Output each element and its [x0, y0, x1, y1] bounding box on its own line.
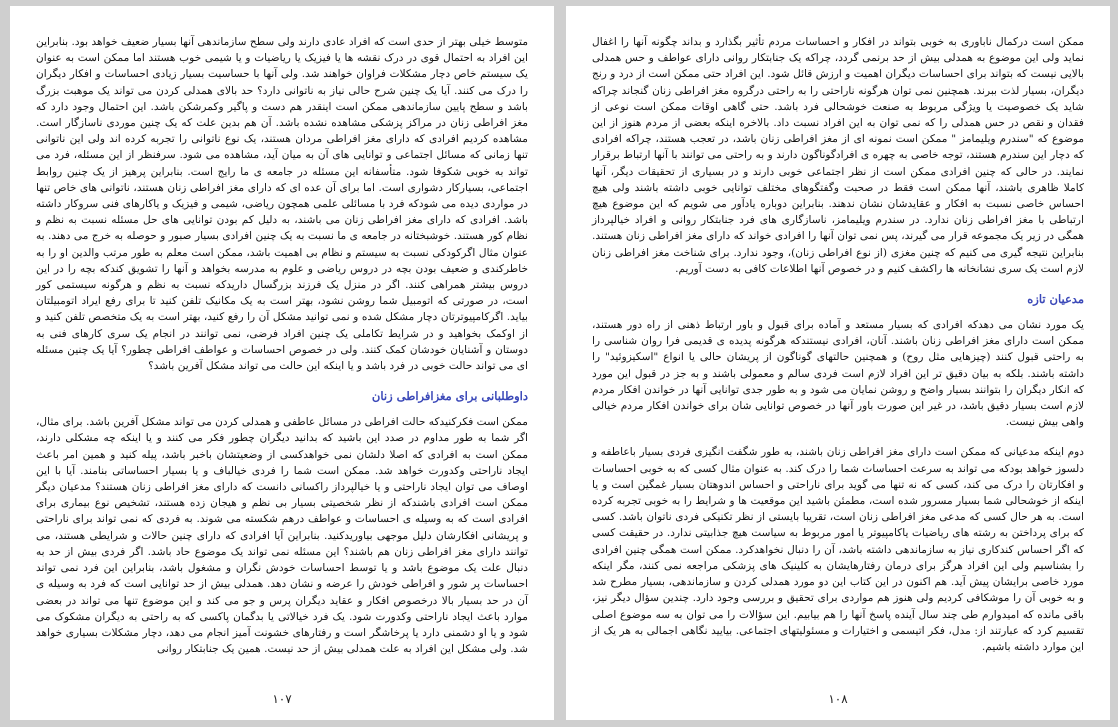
left-section-heading: داوطلبانی برای مغزافراطی زنان — [371, 389, 528, 404]
left-page — [10, 6, 554, 720]
right-paragraph-1: ممکن است درکمال ناباوری به خوبی بتواند در افکار و احساسات مردم تأثیر بگذارد و بداند چگونه آنها را اغفال نماید ولی این موضوع به همدلی بیش از حد برنمی گردد، چراکه یک جنابتکار روانی دارای عواطف و حس همدلی بالایی نیست که بتواند برای احساسات دیگران اهمیت و ارزش قائل شود. این افراد حتی ممکن است از درد و رنج دیگران، بسیار لذت ببرند. همچنین نمی توان هرگونه ناراحتی را به راحتی درگروه مغز افراطی زنان گنجاند چراکه شاید یک خصوصیت یا ویژگی مربوط به صنعت خوشحالی فرد باشد. حتی گاهی اوقات ممکن است نوعی از فقدان و نقص در حس همدلی را که نمی توان به این افراد نسبت داد. بالاخره اینکه بعضی از مردم هنوز از این موضوع که "سندرم ویلیمامز " ممکن است نمونه ای از مغز افراطی زنان باشد، در تعجب هستند، چراکه افرادی که دچار این سندرم هستند، توجه خاصی به چهره ی افرادگوناگون دارند و به راحتی می توانند با آنها ارتباط برقرار نمایند. در حالی که چنین افرادی ممکن است از نظر اجتماعی خوبی دارند و در بسیاری از تحقیقات دیگر، آنها کاملا ظاهری باشند، آنها ممکن است فقط در صحبت وگفتگوهای مختلف توانایی خوبی داشته باشند ولی هیچ احساس خاصی نسبت به افکار و عقایدشان نشان ندهند. بنابراین دوباره یادآور می شویم که این موضوع هیچ ارتباطی با مغز افراطی زنان ندارد. در سندرم ویلیمامز، ناسازگاری های فرد جنابتکار روانی و افراد خیالپرداز همگی در زیر یک مجموعه قرار می گیرند، پس نمی توان آنها را افرادی خواند که دارای مغز افراطی زنان هستند. بنابراین نتیجه گیری می کنیم که چنین مغزی (از نوع افراطی زنان)، وجود ندارد. برای شناخت مغز افراطی زنان لازم است یک سری نشانخانه ها راکشف کنیم و در خصوص آنها اطلاعات کافی به دست آوریم. — [592, 36, 1084, 275]
right-page-number: ۱۰۸ — [828, 692, 848, 706]
paragraph-gap — [592, 430, 1084, 444]
right-section-heading: مدعیان تازه — [1027, 292, 1084, 307]
left-page-number: ۱۰۷ — [272, 692, 292, 706]
left-paragraph-1: متوسط خیلی بهتر از حدی است که افراد عادی دارند ولی سطح سازماندهی آنها بسیار ضعیف خواهد بود. بنابراین این افراد به احتمال قوی در درک نقشه ها یا فیزیک یا ریاضیات و یا شیمی خوب هستند اما ممکن است به عنوان یک سیستم خاص دچار مشکلات فراوان خواهند شد. ولی آنها با حساسیت بسیار زیادی احساسات و افکار دیگران را درک می کنند. آیا یک چنین شرح حالی نیاز به ناتوانی دارد؟ حد بالای همدلی کردن می تواند یک موهبت بزرگ باشد و سطح پایین سازماندهی ممکن است اینقدر هم دست و پاگیر وکمرشکن باشد. این احتمال وجود دارد که مغز افراطی زنان در مراکز پزشکی مشاهده نشده باشد. آن هم بدین علت که یک چنین موردی ناسازگار است. مشاهده کردیم افرادی که دارای مغز افراطی مردان هستند، یک نوع ناتوانی را تجربه کرده اند ولی این ناتوانی تنها زمانی که مسائل اجتماعی و توانایی های آن به میان آید، مشاهده می شود. سرفنظر از این مسئله، فرد می تواند به خوبی شکوفا شود. متأسفانه این مسئله در جامعه ی ما رایج است. بنابراین پرهیز از یک چنین روابط اجتماعی، بسیارکار دشواری است. اما برای آن عده ای که دارای مغز افراطی زنان هستند، ناتوانی های خاص تنها در مواردی دیده می شودکه فرد با مسائلی علمی همچون ریاضی، شیمی و فیزیک و یاکارهای فنی سروکار داشته باشد. افرادی که دارای مغز افراطی زنان می باشند، به دلیل کم بودن توانایی های حل مسئله نسبت به نظم و نظام کور هستند. خوشبختانه در جامعه ی ما نسبت به یک چنین افرادی بسیار صبور و حوصله به خرج می دهند. به عنوان مثال اگرکودکی نسبت به سیستم و نظام بی اهمیت باشد، ممکن است معلم به طور مرتب والدین او را به خاطرکندی و ضعیف بودن بچه در دروس ریاضی و علوم به مدرسه بخواهد و آنها را تشویق کندکه بچه را در این دروس بیشتر همراهی کنند. اگر در منزل یک فرزند بزرگسال داریدکه نسبت به نظم و هرگونه سیستمی کور است، در صورتی که اتومبیل شما روشن نشود، بهتر است به یک مکانیک تلفن کنید تا برای رفع ایراد اتومبیلتان بیاید. اگرکامپیوترتان دچار مشکل شده و نمی توانید مشکل آن را رفع کنید، بهتر است به یک متخصص تلفن کنید و از اوکمک بخواهید و در شرایط تکاملی یک چنین افراد فرضی، نمی توانند در انجام یک سری کارهای فنی به دوستان و آشنایان خودشان کمک کنند. ولی در خصوص احساسات و عواطف افراطی چطور؟ آیا یک چنین مسئله ای می تواند حالت خوبی در فرد باشد و یا اینکه این حالت می تواند مشکل آفرین باشد؟ — [36, 36, 528, 373]
right-paragraph-2: یک مورد نشان می دهدکه افرادی که بسیار مستعد و آماده برای قبول و باور ارتباط ذهنی از راه دور هستند، ممکن است دارای مغز افراطی زنان باشند. آنان، افرادی نیستندکه هرگونه پدیده ی قدیمی فرا روان شناسی را به راحتی قبول کنند (چیزهایی مثل روح) و همچنین حالتهای گوناگون از پریشان حالی یا انواع "اسکیزوئید" را داشته باشند. بلکه به بیان دقیق تر این افراد لازم است فردی سالم و معمولی باشند و به جز در قبول این مورد که انکار دیگران را بتوانند بسیار واضح و روشن نمایان می شود و به طور جدی توانایی آنها در خواندن افکار مردم لازم است بسیار دقیق باشد، در غیر این صورت باور آنها در خصوص توانایی شان برای خواندن افکار مردم خیالی واهی بیش نیست. — [592, 319, 1084, 429]
right-paragraph-3: دوم اینکه مدعیانی که ممکن است دارای مغز افراطی زنان باشند، به طور شگفت انگیزی فردی بسیار باعاطفه و دلسوز خواهد بودکه می تواند به سرعت احساسات شما را درک کند. به عنوان مثال کسی که به خوبی احساسات و افکارتان را درک می کند، کسی که نه تنها می گوید برای ناراحتی و احساس اندوهتان بسیار غمگین است و یا اینکه از خوشحالی شما بسیار مسرور شده است، مطمئن باشید این موقعیت ها و شرایط را به خوبی تجربه کرده است. به هر حال کسی که مدعی مغز افراطی زنان است، تقریبا بایستی از نظر تکنیکی فردی ناتوان باشد. کسی که برای پرداختن به رشته های ریاضیات یاکامپیوتر یا امور مربوط به سیاست هیچ جذابیتی ندارد. در حقیقت کسی که اگر احساس کندکاری نیاز به سازماندهی داشته باشد، آن را دنبال نخواهدکرد. ممکن است همگی چنین افرادی را بشناسیم ولی این افراد هرگز برای درمان رفتارهایشان به کلینیک های پزشکی مراجعه نمی کنند، مگر اینکه مورد خاصی برایشان پیش آید. هم اکنون در این کتاب این دو مورد همدلی کردن و سازماندهی، بسیار مطرح شد و به خوبی آن را موشکافی کردیم ولی هنوز هم مواردی برای تحقیق و بررسی وجود دارد. چندین سؤال دیگر نیز، باقی مانده که امیدوارم طی چند سال آینده پاسخ آنها را هم بیابیم. این سؤالات را می توان به سه موضوع اصلی تقسیم کرد که عبارتند از: مدل، فکر اتیسمی و اختیارات و مسئولیتهای اجتماعی. بیایید نگاهی اجمالی به هر یک از این موارد داشته باشیم. — [592, 446, 1084, 653]
left-paragraph-2: ممکن است فکرکنیدکه حالت افراطی در مسائل عاطفی و همدلی کردن می تواند مشکل آفرین باشد. برای مثال، اگر شما به طور مداوم در صدد این باشید که بدانید دیگران چطور فکر می کنند و یا اینکه چه مشکلی دارند، ممکن است به افرادی که اصلا دلشان نمی خواهدکسی از وضعیتشان باخبر باشد، پیله کنید و همین امر باعث ایجاد ناراحتی وکدورت خواهد شد. ممکن است شما را فردی خیالباف و یا بسیار احساساتی بنامند. آیا با این اوصاف می توان ایجاد ناراحتی و یا خیالپرداز راکسانی دانست که دارای مغز افراطی زنان هستند؟ مدعیان دیگر ممکن است افرادی باشندکه از نظر شخصیتی بسیار بی نظم و هیجان زده هستند، تشخیص نوع بیماری برای افرادی است که به وسیله ی احساسات و عواطف درهم شکسته می شوند. به فردی که نمی تواند برای ناراحتی و پریشانی افکارشان دلیل موجهی بیاوریدکنید. بنابراین آیا افرادی که دارای چنین حالات و شرایطی هستند، می توانند دارای مغز افراطی زنان هم باشند؟ این مسئله نمی تواند یک موضوع حاد باشد. اگر فردی بیش از حد به دنبال علت یک موضوع باشد و یا توسط احساسات خودش نگران و مشغول باشد، بنابراین این فرد نمی تواند احساسات پر شور و افراطی خودش را عرضه و نشان دهد. همدلی بیش از حد توانایی است که فرد به وسیله ی آن در حد بسیار بالا درخصوص افکار و عقاید دیگران پرس و جو می کند و این موضوع تنها می تواند در بعضی موارد باعث ایجاد ناراحتی وکدورت شود. یک فرد خیالاتی یا بدگمان پاکسی که به راحتی به دیگران مشکوک می شود و یا او دشمنی دارد یا پرخاشگر است و رفتارهای خشونت آمیز انجام می دهد، دچار مشکلات بسیاری خواهد شد. ولی مشکل این افراد به علت همدلی بیش از حد نیست. همین یک جنابتکار روانی — [36, 416, 528, 656]
right-page — [566, 6, 1110, 720]
